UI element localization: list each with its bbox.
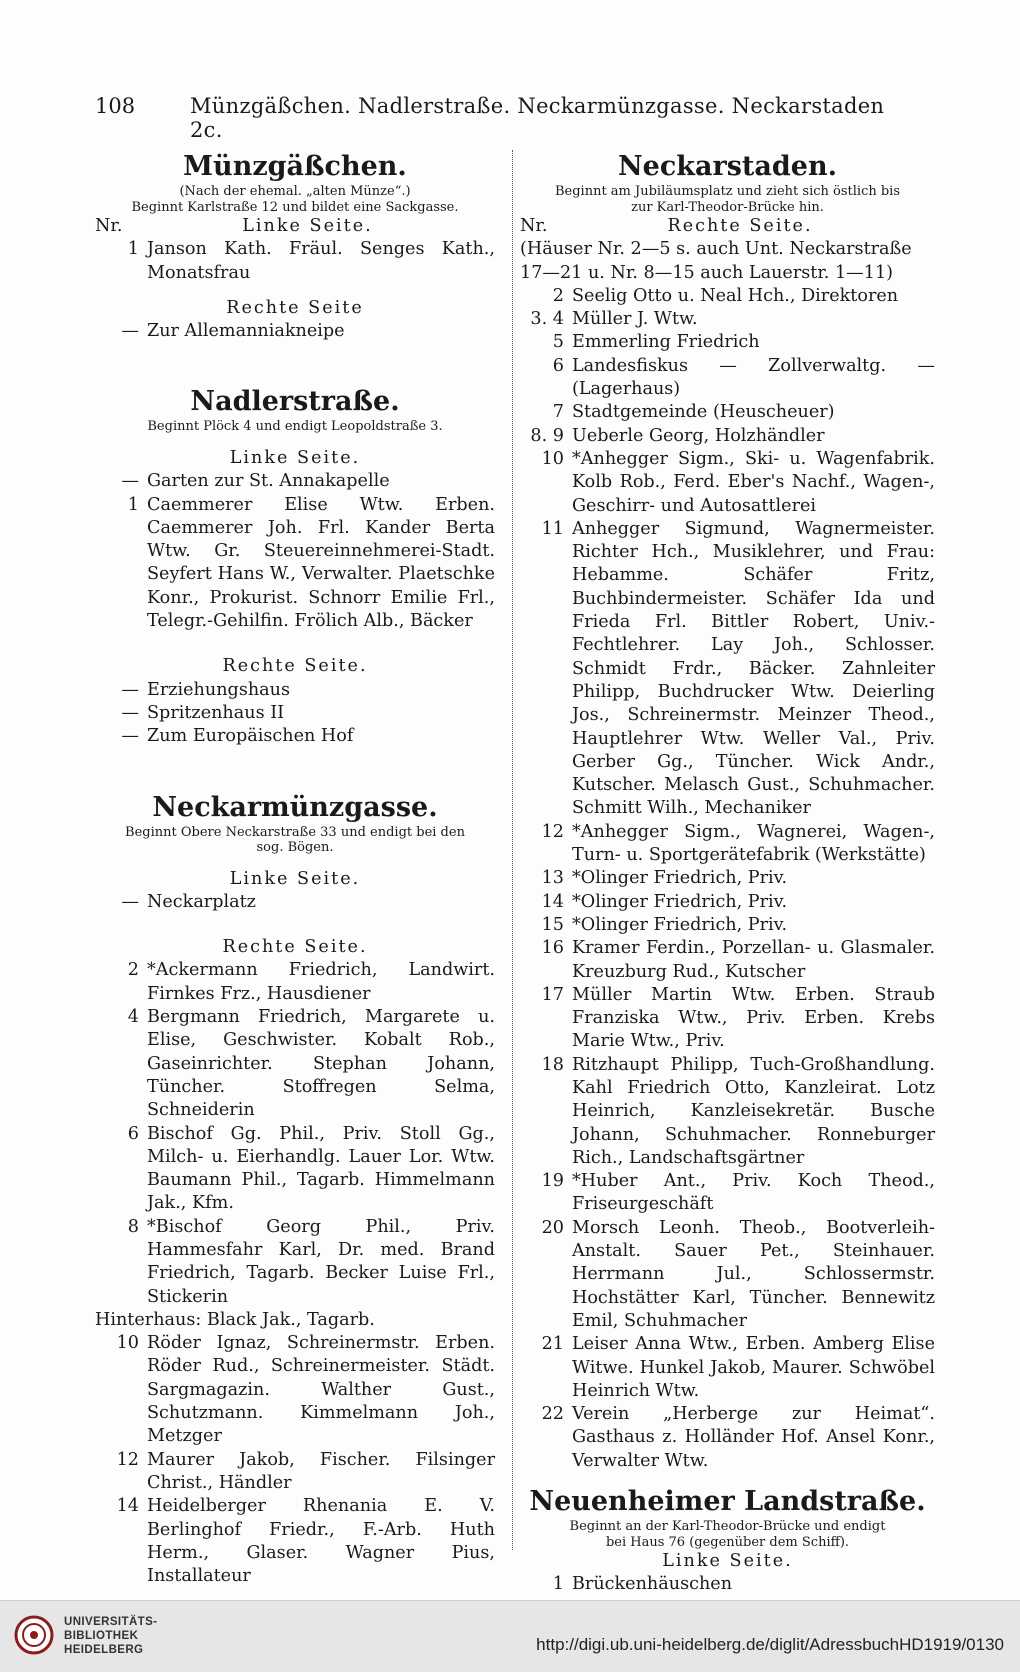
library-name-line: BIBLIOTHEK — [64, 1630, 139, 1642]
permalink-url[interactable]: http://digi.ub.uni-heidelberg.de/diglit/AdressbuchHD1919/0130 — [536, 1635, 1004, 1654]
house-entry — [95, 470, 495, 493]
residents: Seelig Otto u. Neal Hch., Direktoren — [572, 285, 899, 306]
house-number: 21 — [541, 1334, 564, 1355]
house-entry — [520, 984, 935, 1054]
house-entry — [95, 494, 495, 634]
residents: *Huber Ant., Priv. Koch Theod., Friseurgeschäft — [572, 1171, 935, 1215]
house-number: — — [121, 321, 139, 342]
house-number: 6 — [127, 1123, 139, 1144]
page-header — [95, 90, 920, 142]
section-neckarmuenzgasse — [95, 791, 495, 1589]
nr-label: Nr. — [95, 216, 123, 236]
house-entry — [95, 1332, 495, 1448]
houses-note: (Häuser Nr. 2—5 s. auch Unt. Neckarstraße 17—21 u. Nr. 8—15 auch Lauerstr. 1—11) — [520, 239, 912, 283]
house-number: 22 — [541, 1404, 564, 1425]
house-entry — [95, 702, 495, 725]
street-heading: Neuenheimer Landstraße. — [529, 1486, 926, 1518]
residents: Janson Kath. Fräul. Senges Kath., Monatsfrau — [147, 239, 495, 283]
house-number: 14 — [116, 1496, 139, 1517]
house-entry — [95, 320, 495, 343]
house-entry — [520, 1573, 935, 1596]
house-entry — [95, 679, 495, 702]
residents: Garten zur St. Annakapelle — [147, 471, 390, 492]
house-entry — [95, 1216, 495, 1309]
residents: Leiser Anna Wtw., Erben. Amberg Elise Witwe. Hunkel Jakob, Maurer. Schwöbel Heinrich Wtw. — [572, 1334, 935, 1401]
left-column — [95, 150, 495, 1588]
house-number: 11 — [541, 518, 564, 539]
house-entry — [520, 891, 935, 914]
house-number: 19 — [541, 1171, 564, 1192]
street-note: bei Haus 76 (gegenüber dem Schiff). — [605, 1534, 850, 1550]
side-heading-row — [95, 215, 495, 238]
house-number: 5 — [552, 332, 564, 353]
house-entry — [520, 1333, 935, 1403]
house-entry — [520, 401, 935, 424]
house-entry — [95, 959, 495, 1006]
house-number: 20 — [541, 1217, 564, 1238]
house-number: 16 — [541, 938, 564, 959]
side-heading: Rechte Seite. — [222, 937, 368, 958]
house-entry — [520, 1170, 935, 1217]
house-number: 10 — [116, 1333, 139, 1354]
residents: Röder Ignaz, Schreinermstr. Erben. Röder Rud., Schreinermeister. Städt. Sargmagazin. Walther Gust., Schutzmann. Kimmelmann Joh., Metzger — [147, 1333, 495, 1447]
house-number: 8. 9 — [530, 425, 564, 446]
column-divider — [512, 150, 514, 1550]
house-entry — [520, 331, 935, 354]
side-heading: Linke Seite. — [242, 216, 373, 236]
house-number: 12 — [116, 1449, 139, 1470]
street-heading: Neckarstaden. — [618, 151, 837, 182]
side-heading: Linke Seite. — [229, 447, 361, 468]
house-number: 7 — [552, 402, 564, 423]
side-heading: Rechte Seite. — [222, 656, 368, 677]
house-number: 1 — [127, 494, 139, 515]
street-note: (Nach der ehemal. „alten Münze“.) — [179, 184, 411, 199]
street-note: zur Karl-Theodor-Brücke hin. — [631, 199, 824, 215]
residents: *Bischof Georg Phil., Priv. Hammesfahr Karl, Dr. med. Brand Friedrich, Tagarb. Becker Luise Frl., Stickerin — [147, 1216, 495, 1307]
residents: Heidelberger Rhenania E. V. Berlinghof Friedr., F.-Arb. Huth Herm., Glaser. Wagner Pius, Installateur — [147, 1496, 495, 1587]
house-entry — [95, 1006, 495, 1122]
house-entry — [520, 867, 935, 890]
house-number: 2 — [552, 285, 564, 306]
house-entry — [520, 937, 935, 984]
house-number: 8 — [127, 1216, 139, 1237]
house-number: 15 — [541, 914, 564, 935]
nr-label: Nr. — [520, 216, 548, 236]
residents: Müller Martin Wtw. Erben. Straub Franziska Wtw., Priv. Erben. Krebs Marie Wtw., Priv. — [572, 984, 935, 1052]
side-heading: Linke Seite. — [662, 1551, 793, 1572]
residents: Emmerling Friedrich — [572, 332, 760, 353]
residents: Morsch Leonh. Theob., Bootverleih-Anstalt. Sauer Pet., Steinhauer. Herrmann Jul., Schlossermstr. Hochstätter Karl, Tüncher. Bennewitz Emil, Schuhmacher — [572, 1217, 935, 1331]
house-entry — [95, 891, 495, 914]
house-entry — [520, 1217, 935, 1333]
house-entry — [520, 1403, 935, 1473]
house-entry — [520, 914, 935, 937]
house-entry — [520, 518, 935, 821]
house-entry — [95, 238, 495, 285]
street-note: Beginnt Plöck 4 und endigt Leopoldstraße 3. — [147, 419, 443, 435]
residents: Zum Europäischen Hof — [147, 726, 354, 747]
running-title: Münzgäßchen. Nadlerstraße. Neckarmünzgasse. Neckarstaden 2c. — [190, 94, 885, 142]
house-entry — [520, 425, 935, 448]
house-entry — [520, 308, 935, 331]
residents: Stadtgemeinde (Heuscheuer) — [572, 402, 835, 423]
street-heading: Münzgäßchen. — [183, 151, 407, 182]
residents: Maurer Jakob, Fischer. Filsinger Christ., Händler — [147, 1449, 495, 1493]
viewer-footer — [0, 1600, 1020, 1672]
residents: Landesfiskus — Zollverwaltg. — (Lagerhaus) — [572, 355, 935, 400]
house-number: 10 — [541, 448, 564, 469]
house-number: — — [121, 679, 139, 700]
house-entry — [95, 1123, 495, 1216]
street-heading: Neckarmünzgasse. — [152, 791, 438, 823]
house-number: 18 — [541, 1054, 564, 1075]
residents: *Olinger Friedrich, Priv. — [572, 868, 788, 889]
residents: Bischof Gg. Phil., Priv. Stoll Gg., Milch- u. Eierhandlg. Lauer Lor. Wtw. Baumann Phil., Tagarb. Himmelmann Jak., Kfm. — [147, 1123, 495, 1214]
right-column — [520, 150, 935, 1597]
residents: Neckarplatz — [147, 891, 256, 912]
section-muenzgaesschen — [95, 150, 495, 343]
house-number: — — [121, 726, 139, 747]
house-number: 14 — [541, 891, 564, 912]
house-number: — — [121, 891, 139, 912]
residents: Verein „Herberge zur Heimat“. Gasthaus z. Holländer Hof. Ansel Konr., Verwalter Wtw. — [572, 1404, 935, 1471]
side-heading: Rechte Seite — [226, 297, 364, 318]
house-number: 6 — [552, 355, 564, 376]
residents: Caemmerer Elise Wtw. Erben. Caemmerer Joh. Frl. Kander Berta Wtw. Gr. Steuereinnehmerei-Stadt. Seyfert Hans W., Verwalter. Plaetschke Konr., Prokurist. Schnorr Emilie Frl., Telegr.-Gehilfin. Frölich Alb., Bäcker — [147, 494, 495, 632]
house-entry — [520, 1054, 935, 1170]
house-number: 13 — [541, 868, 564, 889]
residents: Müller J. Wtw. — [572, 309, 698, 330]
section-neuenheimer-landstrasse — [520, 1485, 935, 1597]
residents: Spritzenhaus II — [147, 702, 285, 723]
side-heading: Linke Seite. — [229, 868, 361, 889]
section-neckarstaden — [520, 150, 935, 1473]
house-entry — [95, 725, 495, 748]
residents: Zur Allemanniakneipe — [147, 321, 345, 342]
residents: *Olinger Friedrich, Priv. — [572, 891, 788, 912]
residents: *Ackermann Friedrich, Landwirt. Firnkes Frz., Hausdiener — [147, 960, 495, 1004]
residents: *Olinger Friedrich, Priv. — [572, 914, 788, 935]
street-note: Beginnt am Jubiläumsplatz und zieht sich östlich bis — [554, 184, 901, 199]
house-entry — [520, 821, 935, 868]
house-entry — [95, 1495, 495, 1588]
side-heading-row — [520, 215, 935, 238]
section-nadlerstrasse — [95, 385, 495, 748]
page-number: 108 — [95, 94, 136, 118]
residents: Bergmann Friedrich, Margarete u. Elise, Geschwister. Kobalt Rob., Gaseinrichter. Stephan Johann, Tüncher. Stoffregen Selma, Schneiderin — [147, 1007, 495, 1121]
street-heading: Nadlerstraße. — [190, 386, 400, 418]
residents: Anhegger Sigmund, Wagnermeister. Richter Hch., Musiklehrer, und Frau: Hebamme. Schäfer Fritz, Buchbindermeister. Schäfer Ida und Frieda Frl. Bittler Robert, Univ.-Fechtlehrer. Lay Joh., Schlosser. Schmidt Frdr., Bäcker. Zahnleiter Philipp, Buchdrucker Wtw. Deierling Jos., Schreinermstr. Meinzer Theod., Hauptlehrer Wtw. Weller Val., Priv. Gerber Gg., Tüncher. Wick Andr., Kutscher. Melasch Gust., Schuhmacher. Schmitt Wilh., Mechaniker — [572, 518, 935, 819]
house-number: 3. 4 — [530, 309, 564, 330]
residents: Brückenhäuschen — [572, 1574, 733, 1595]
house-number: 4 — [127, 1007, 139, 1028]
street-note: Beginnt Obere Neckarstraße 33 und endigt bei den — [125, 824, 465, 840]
house-number: 12 — [541, 821, 564, 842]
house-entry — [520, 355, 935, 402]
house-number: 17 — [541, 984, 564, 1005]
street-note: sog. Bögen. — [256, 840, 334, 856]
library-name — [64, 1615, 157, 1657]
residents: *Anhegger Sigm., Wagnerei, Wagen-, Turn- u. Sportgerätefabrik (Werkstätte) — [572, 821, 935, 866]
house-number: 1 — [127, 239, 139, 260]
house-number: 1 — [552, 1574, 564, 1595]
house-number: — — [121, 471, 139, 492]
street-note: Beginnt an der Karl-Theodor-Brücke und endigt — [569, 1519, 886, 1535]
residents: Erziehungshaus — [147, 679, 291, 700]
residents: Kramer Ferdin., Porzellan- u. Glasmaler. Kreuzburg Rud., Kutscher — [572, 938, 935, 982]
house-entry — [520, 448, 935, 518]
street-note: Beginnt Karlstraße 12 und bildet eine Sackgasse. — [131, 199, 459, 215]
rear-building-line: Hinterhaus: Black Jak., Tagarb. — [95, 1309, 375, 1330]
library-name-line: UNIVERSITÄTS- — [64, 1616, 158, 1628]
university-seal-icon — [14, 1615, 54, 1655]
library-name-line: HEIDELBERG — [64, 1644, 144, 1656]
side-heading: Rechte Seite. — [667, 216, 813, 236]
residents: *Anhegger Sigm., Ski- u. Wagenfabrik. Kolb Rob., Ferd. Eber's Nachf., Wagen-, Geschirr- und Autosattlerei — [572, 448, 935, 516]
house-number: — — [121, 702, 139, 723]
residents: Ritzhaupt Philipp, Tuch-Großhandlung. Kahl Friedrich Otto, Kanzleirat. Lotz Heinrich, Kanzleisekretär. Busche Johann, Schuhmacher. Ronneburger Rich., Landschaftsgärtner — [572, 1054, 935, 1168]
house-number: 2 — [127, 960, 139, 981]
house-entry — [520, 285, 935, 308]
house-entry — [95, 1449, 495, 1496]
residents: Ueberle Georg, Holzhändler — [572, 425, 825, 446]
